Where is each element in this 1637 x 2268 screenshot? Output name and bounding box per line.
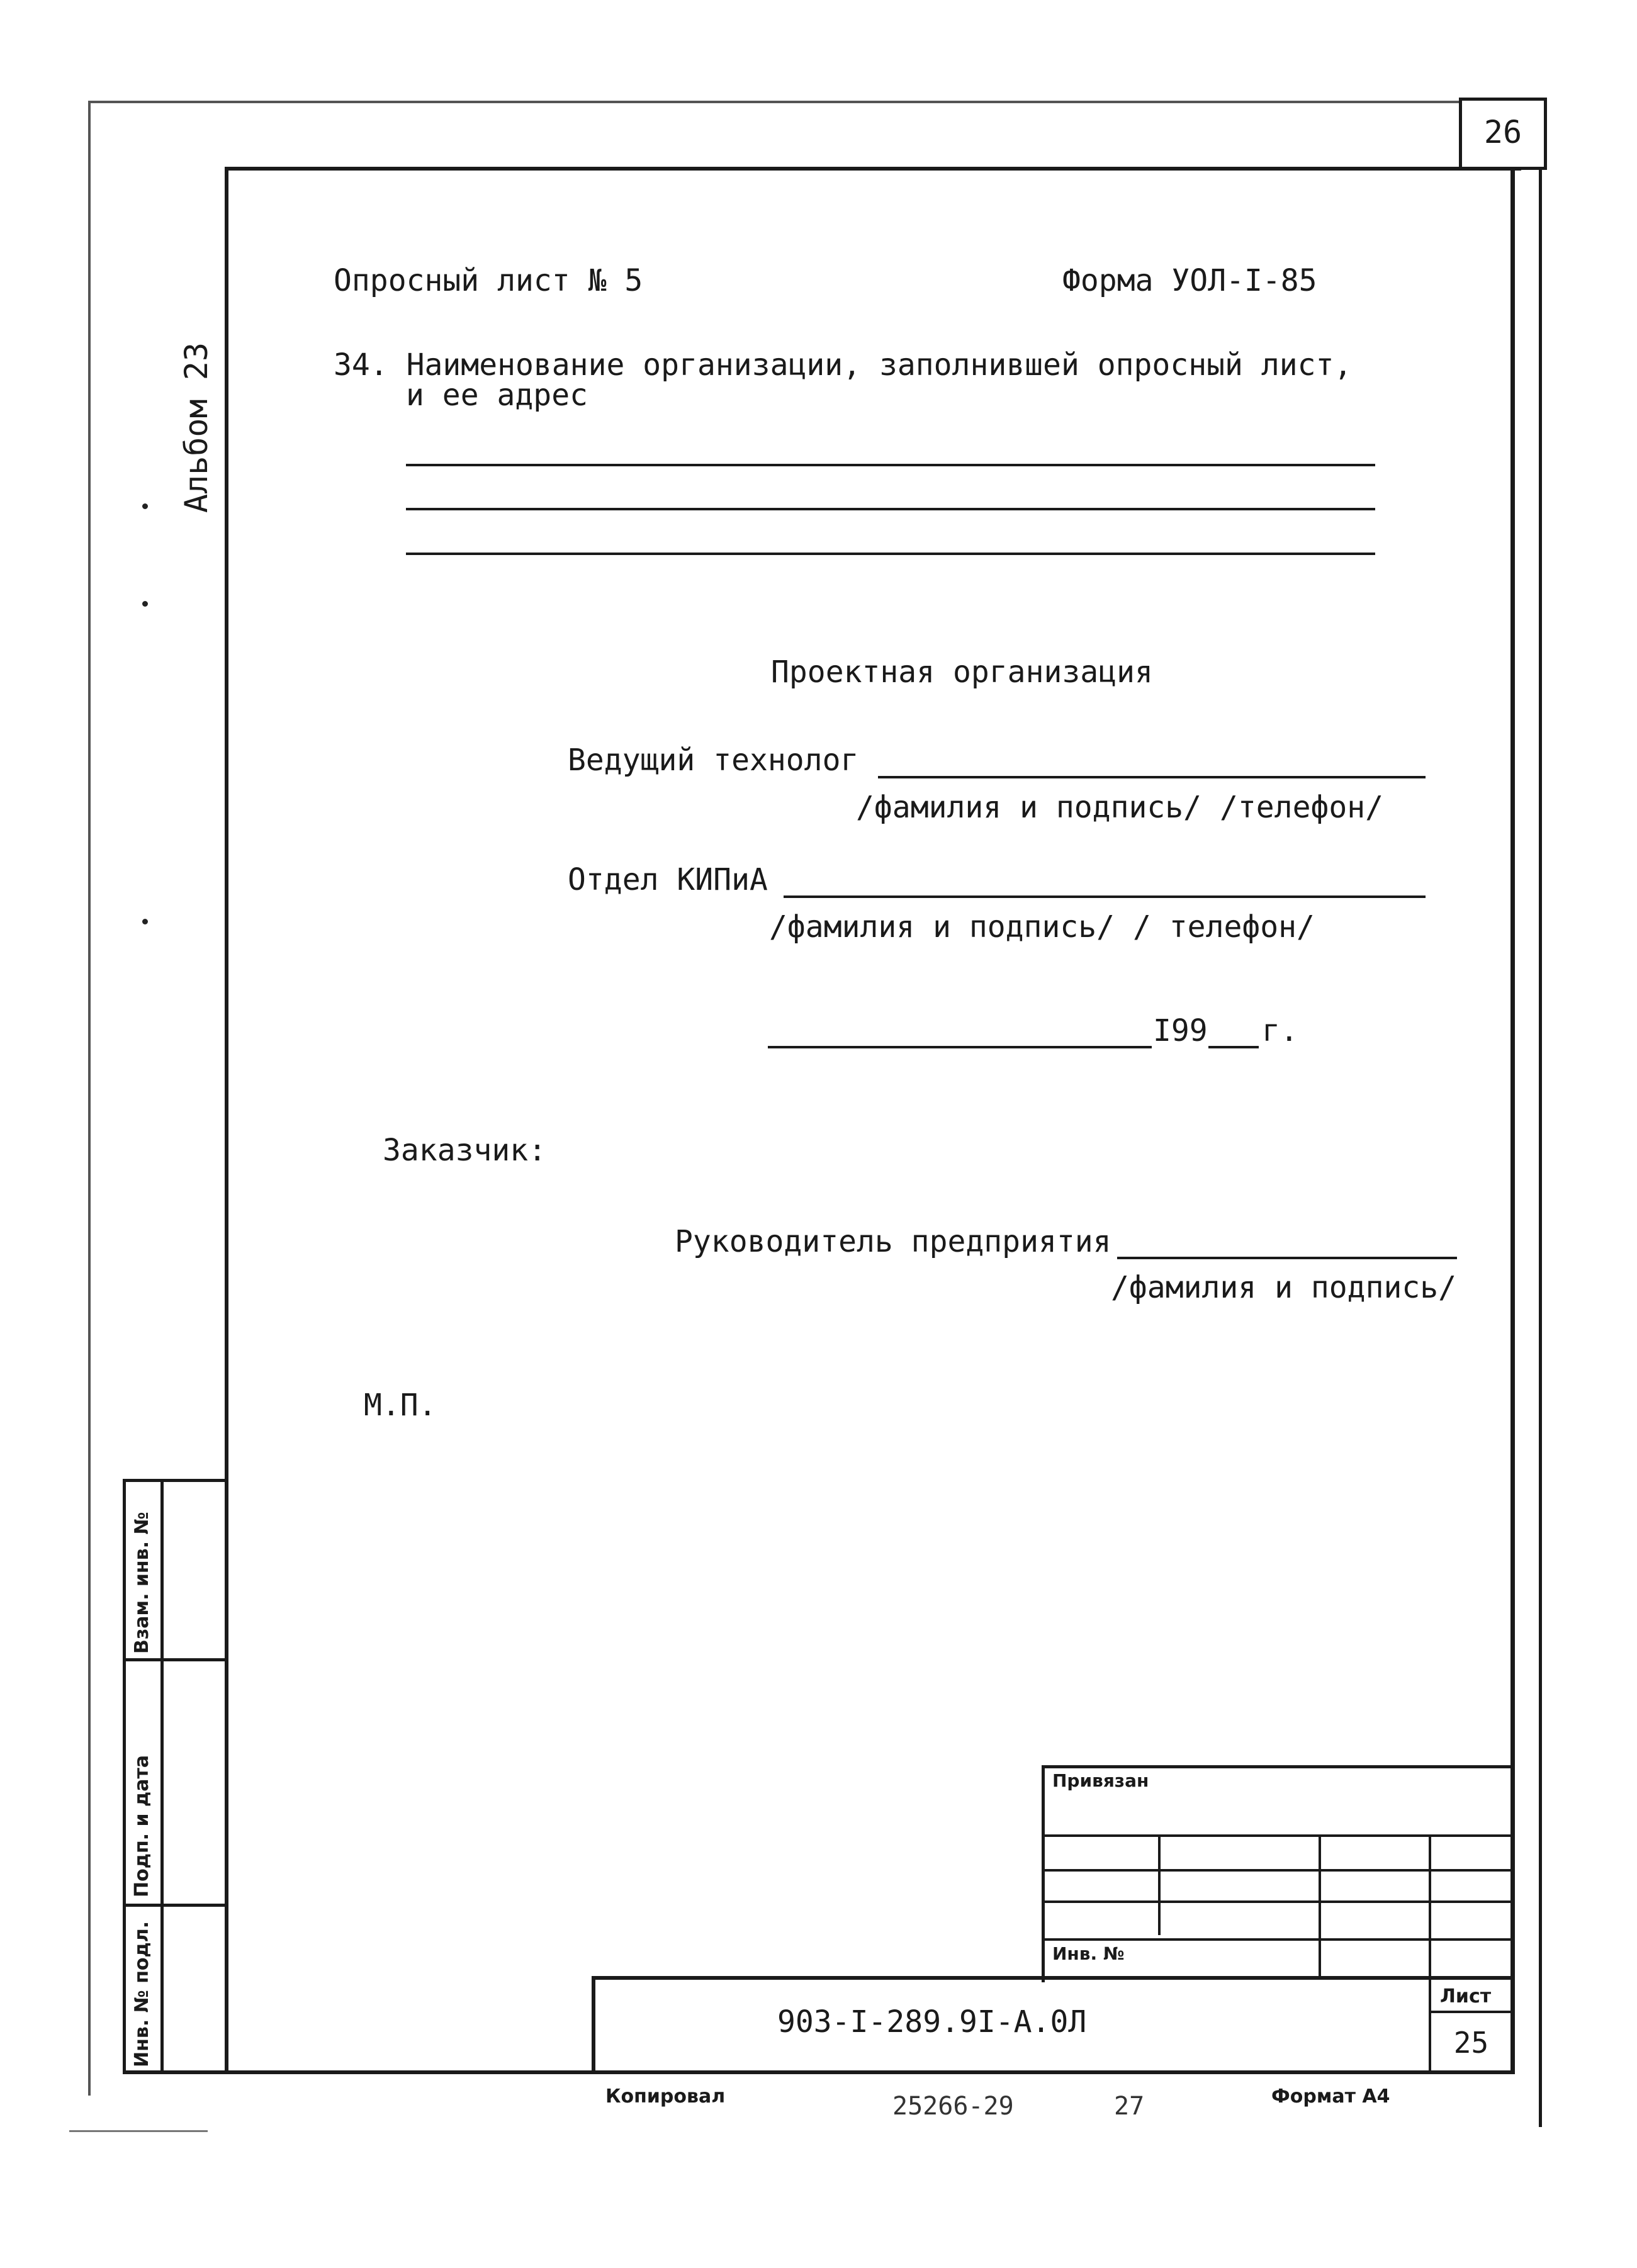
date-line (768, 1046, 1152, 1048)
address-line-2 (406, 508, 1375, 510)
address-line-3 (406, 553, 1375, 555)
document-code: 903-I-289.9I-A.0Л (777, 2004, 1087, 2040)
scan-dot (142, 601, 148, 607)
original-inventory-label: Инв. № подл. (131, 1921, 153, 2067)
enterprise-head-label: Руководитель предприятия (675, 1224, 1111, 1259)
survey-sheet-title: Опросный лист № 5 (334, 263, 643, 298)
outer-left-edge (88, 101, 91, 2096)
bound-label: Привязан (1052, 1770, 1149, 1791)
address-line-1 (406, 464, 1375, 466)
tb-main-left (592, 1976, 595, 2074)
page-number: 26 (1483, 114, 1522, 150)
frame-right (1510, 167, 1515, 2074)
enterprise-head-signature-line (1117, 1257, 1457, 1259)
seal-place: М.П. (364, 1388, 437, 1423)
scan-dot (142, 919, 148, 924)
copy-number: 27 (1114, 2092, 1145, 2121)
sheet-label: Лист (1440, 1985, 1492, 2007)
tb-col-3 (1429, 1834, 1431, 2070)
tb-row-4 (1042, 1938, 1510, 1941)
order-number: 25266-29 (892, 2092, 1014, 2121)
lead-technologist-caption: /фамилия и подпись/ /телефон/ (856, 790, 1384, 825)
item-34-line-1: 34. Наименование организации, заполнившей опросный лист, (334, 347, 1353, 383)
side-stamp-div-1 (123, 1658, 227, 1661)
kipia-caption: /фамилия и подпись/ / телефон/ (769, 909, 1315, 945)
tb-row-2 (1042, 1869, 1510, 1872)
copied-label: Копировал (605, 2086, 726, 2108)
tb-top (1042, 1765, 1510, 1768)
lead-technologist-label: Ведущий технолог (568, 743, 859, 778)
kipia-signature-line (784, 895, 1426, 898)
album-label: Альбом 23 (178, 342, 215, 513)
design-org-heading: Проектная организация (771, 654, 1153, 690)
inventory-number-label: Инв. № (1052, 1943, 1125, 1964)
year-blank (1208, 1046, 1259, 1048)
item-34-line-2: и ее адрес (406, 378, 588, 413)
side-stamp-inner (160, 1479, 164, 2074)
scan-dot (142, 503, 148, 509)
sheet-number: 25 (1453, 2026, 1489, 2060)
tb-row-3 (1042, 1900, 1510, 1903)
sign-date-label: Подп. и дата (131, 1754, 153, 1897)
kipia-label: Отдел КИПиА (568, 862, 768, 897)
lead-technologist-signature-line (878, 776, 1426, 778)
form-code: Форма УОЛ-I-85 (1062, 263, 1317, 298)
outer-right-edge (1539, 170, 1542, 2127)
tb-col-1 (1158, 1834, 1161, 1935)
scan-bottom-edge (69, 2130, 208, 2132)
side-stamp-top (123, 1479, 227, 1482)
tb-left (1042, 1765, 1045, 1982)
replace-inventory-label: Взам. инв. № (131, 1512, 153, 1654)
frame-left (225, 167, 228, 2074)
tb-col-2 (1319, 1834, 1321, 1979)
year-suffix: г. (1262, 1013, 1298, 1048)
sheet-label-divider (1429, 2011, 1510, 2013)
tb-row-1 (1042, 1834, 1510, 1837)
frame-bottom (123, 2070, 1515, 2074)
outer-top-edge (88, 101, 1460, 103)
enterprise-head-caption: /фамилия и подпись/ (1111, 1270, 1457, 1305)
format-label: Формат А4 (1271, 2086, 1390, 2108)
tb-main-top (592, 1976, 1510, 1980)
side-stamp-div-2 (123, 1904, 227, 1907)
year-prefix: I99 (1153, 1013, 1208, 1048)
side-stamp-outer-left (123, 1479, 126, 2074)
frame-top (225, 167, 1521, 171)
customer-label: Заказчик: (383, 1133, 547, 1168)
